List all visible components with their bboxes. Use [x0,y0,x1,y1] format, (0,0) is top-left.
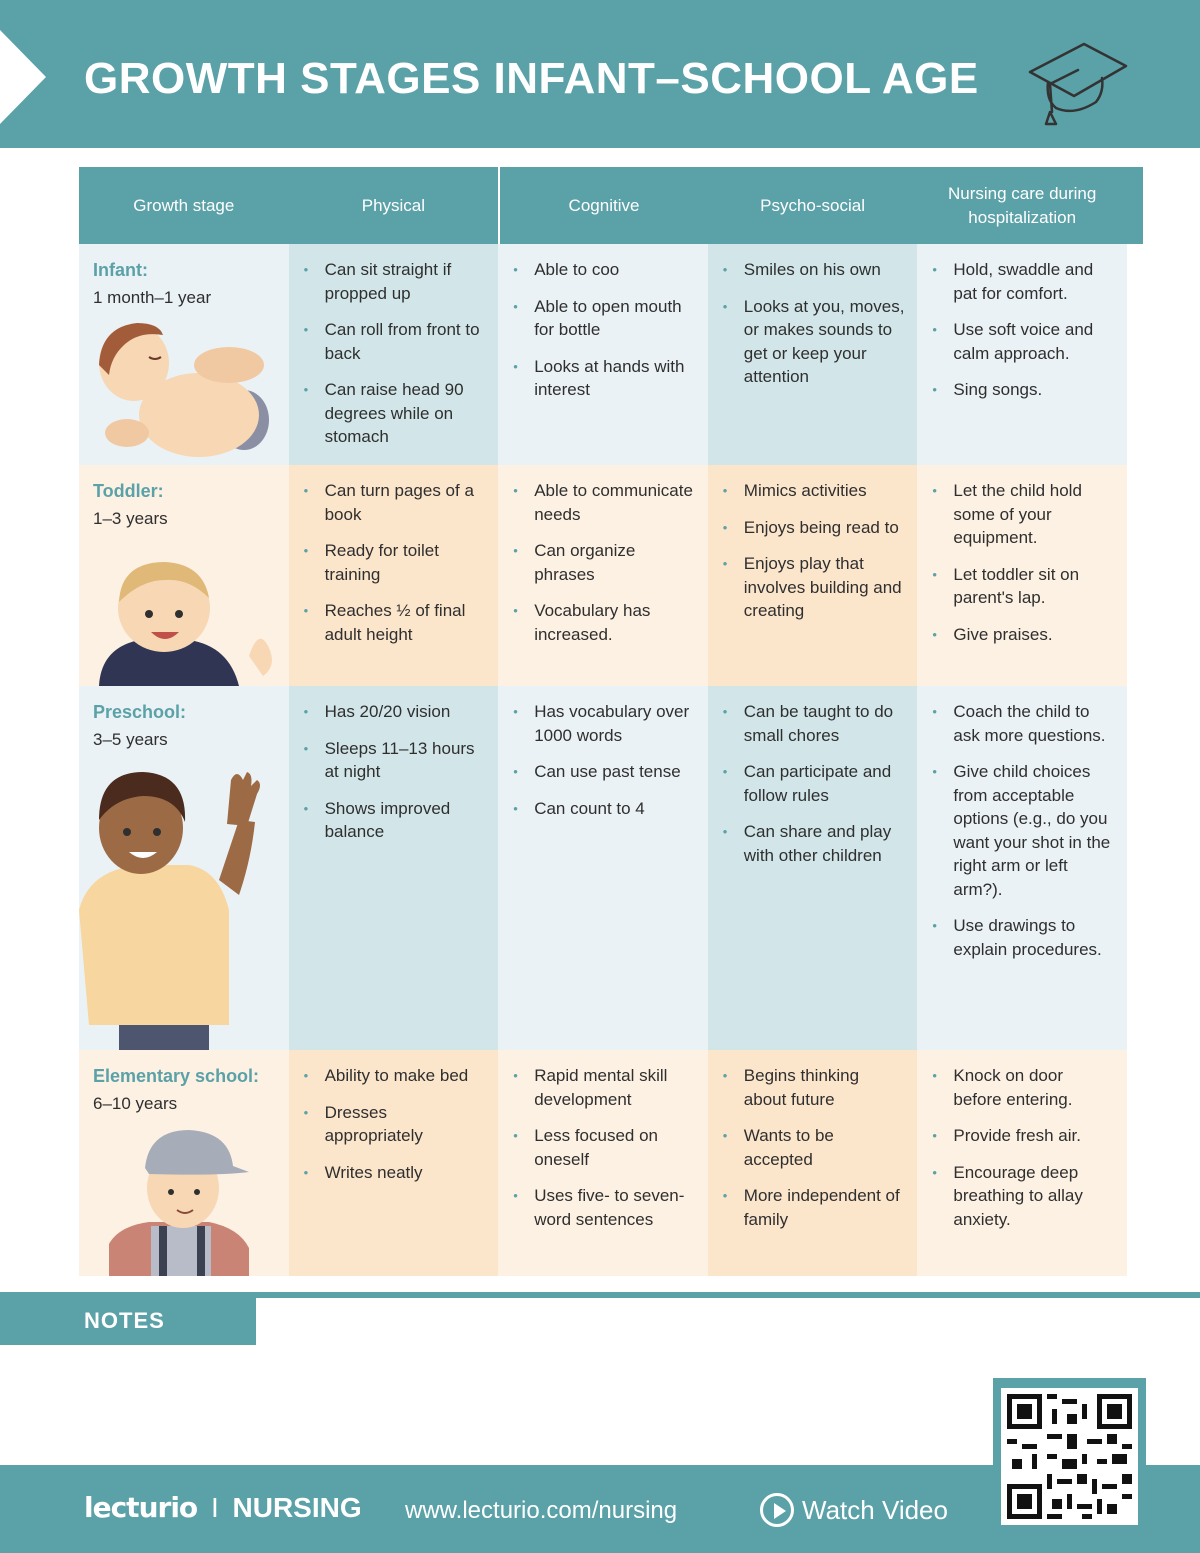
stage-age: 1–3 years [93,509,168,528]
stage-age: 6–10 years [93,1094,178,1113]
psychosocial-cell [708,244,918,465]
watch-video-link[interactable] [760,1493,948,1527]
list-item: • Mimics activities [744,479,906,503]
table-header [79,167,1143,244]
table-row [79,1050,1143,1276]
list-item: • Provide fresh air. [953,1124,1115,1148]
cognitive-cell [498,244,708,465]
list-item: • Can count to 4 [534,797,696,821]
list-item: • Can organize phrases [534,539,696,586]
stage-age: 3–5 years [93,730,168,749]
list-item: • Let toddler sit on parent's lap. [953,563,1115,610]
cognitive-cell [498,465,708,686]
qr-code-frame [993,1378,1146,1553]
arrow-decoration [0,30,46,124]
list-item: • Ready for toilet training [325,539,487,586]
list-item: • Writes neatly [325,1161,487,1185]
stage-cell [79,465,289,686]
list-item: • Enjoys being read to [744,516,906,540]
list-item: • Dresses appropriately [325,1101,487,1148]
play-circle-icon [760,1493,794,1527]
table-row [79,244,1143,465]
nursing-cell [917,244,1127,465]
growth-stages-table [79,167,1143,1276]
list-item: • Can participate and follow rules [744,760,906,807]
physical-cell [289,244,499,465]
qr-code-icon[interactable] [1007,1394,1132,1519]
list-item: • Has 20/20 vision [325,700,487,724]
list-item: • Ability to make bed [325,1064,487,1088]
list-item: • Uses five- to seven-word sentences [534,1184,696,1231]
website-link[interactable]: www.lecturio.com/nursing [405,1497,678,1524]
graduation-cap-icon [1022,30,1132,130]
column-header-cognitive: Cognitive [498,167,708,244]
stage-age: 1 month–1 year [93,288,212,307]
list-item: • Wants to be accepted [744,1124,906,1171]
list-item: • Rapid mental skill development [534,1064,696,1111]
list-item: • Encourage deep breathing to allay anxiety. [953,1161,1115,1232]
header-banner [0,0,1200,148]
list-item: • Can turn pages of a book [325,479,487,526]
brand-product: NURSING [232,1492,362,1523]
list-item: • Knock on door before entering. [953,1064,1115,1111]
notes-label: NOTES [0,1298,256,1345]
list-item: • Vocabulary has increased. [534,599,696,646]
list-item: • Enjoys play that involves building and creating [744,552,906,623]
list-item: • More independent of family [744,1184,906,1231]
psychosocial-cell [708,1050,918,1276]
list-item: • Able to open mouth for bottle [534,295,696,342]
table-row [79,686,1143,1050]
brand[interactable] [84,1491,362,1524]
nursing-cell [917,465,1127,686]
stage-name: Infant: [93,260,148,280]
stage-cell [79,244,289,465]
list-item: • Begins thinking about future [744,1064,906,1111]
physical-cell [289,465,499,686]
stage-name: Toddler: [93,481,164,501]
column-header-growth-stage: Growth stage [133,195,235,215]
physical-cell [289,1050,499,1276]
psychosocial-cell [708,686,918,1050]
list-item: • Give child choices from acceptable options (e.g., do you want your shot in the right arm or left arm?). [953,760,1115,901]
cognitive-cell [498,686,708,1050]
psychosocial-cell [708,465,918,686]
stage-name: Elementary school: [93,1066,260,1086]
toddler-illustration [79,536,289,686]
list-item: • Give praises. [953,623,1115,647]
list-item: • Has vocabulary over 1000 words [534,700,696,747]
list-item: • Can sit straight if propped up [325,258,487,305]
list-item: • Use soft voice and calm approach. [953,318,1115,365]
list-item: • Can raise head 90 degrees while on stomach [325,378,487,449]
brand-divider: I [210,1492,219,1523]
list-item: • Sing songs. [953,378,1115,402]
list-item: • Reaches ½ of final adult height [325,599,487,646]
watch-video-label: Watch Video [802,1494,948,1525]
nursing-cell [917,1050,1127,1276]
infant-illustration [79,305,289,465]
stage-name: Preschool: [93,702,187,722]
page-title: GROWTH STAGES INFANT–SCHOOL AGE [84,54,979,103]
list-item: • Smiles on his own [744,258,906,282]
list-item: • Looks at you, moves, or makes sounds to get or keep your attention [744,295,906,389]
list-item: • Can use past tense [534,760,696,784]
column-header-nursing-care: Nursing care during hospitalization [947,183,1097,227]
list-item: • Able to coo [534,258,696,282]
table-row [79,465,1143,686]
list-item: • Less focused on oneself [534,1124,696,1171]
physical-cell [289,686,499,1050]
list-item: • Sleeps 11–13 hours at night [325,737,487,784]
list-item: • Coach the child to ask more questions. [953,700,1115,747]
nursing-cell [917,686,1127,1050]
list-item: • Shows improved balance [325,797,487,844]
list-item: • Let the child hold some of your equipment. [953,479,1115,550]
column-header-physical: Physical [361,195,426,215]
list-item: • Able to communicate needs [534,479,696,526]
cognitive-cell [498,1050,708,1276]
schoolchild-illustration [79,1116,289,1276]
list-item: • Can roll from front to back [325,318,487,365]
stage-cell [79,1050,289,1276]
column-header-psycho-social: Psycho-social [760,195,866,215]
list-item: • Looks at hands with interest [534,355,696,402]
list-item: • Can share and play with other children [744,820,906,867]
stage-cell [79,686,289,1050]
list-item: • Hold, swaddle and pat for comfort. [953,258,1115,305]
list-item: • Can be taught to do small chores [744,700,906,747]
lecturio-logo: lecturio [84,1491,198,1524]
list-item: • Use drawings to explain procedures. [953,914,1115,961]
preschooler-illustration [79,760,289,1050]
